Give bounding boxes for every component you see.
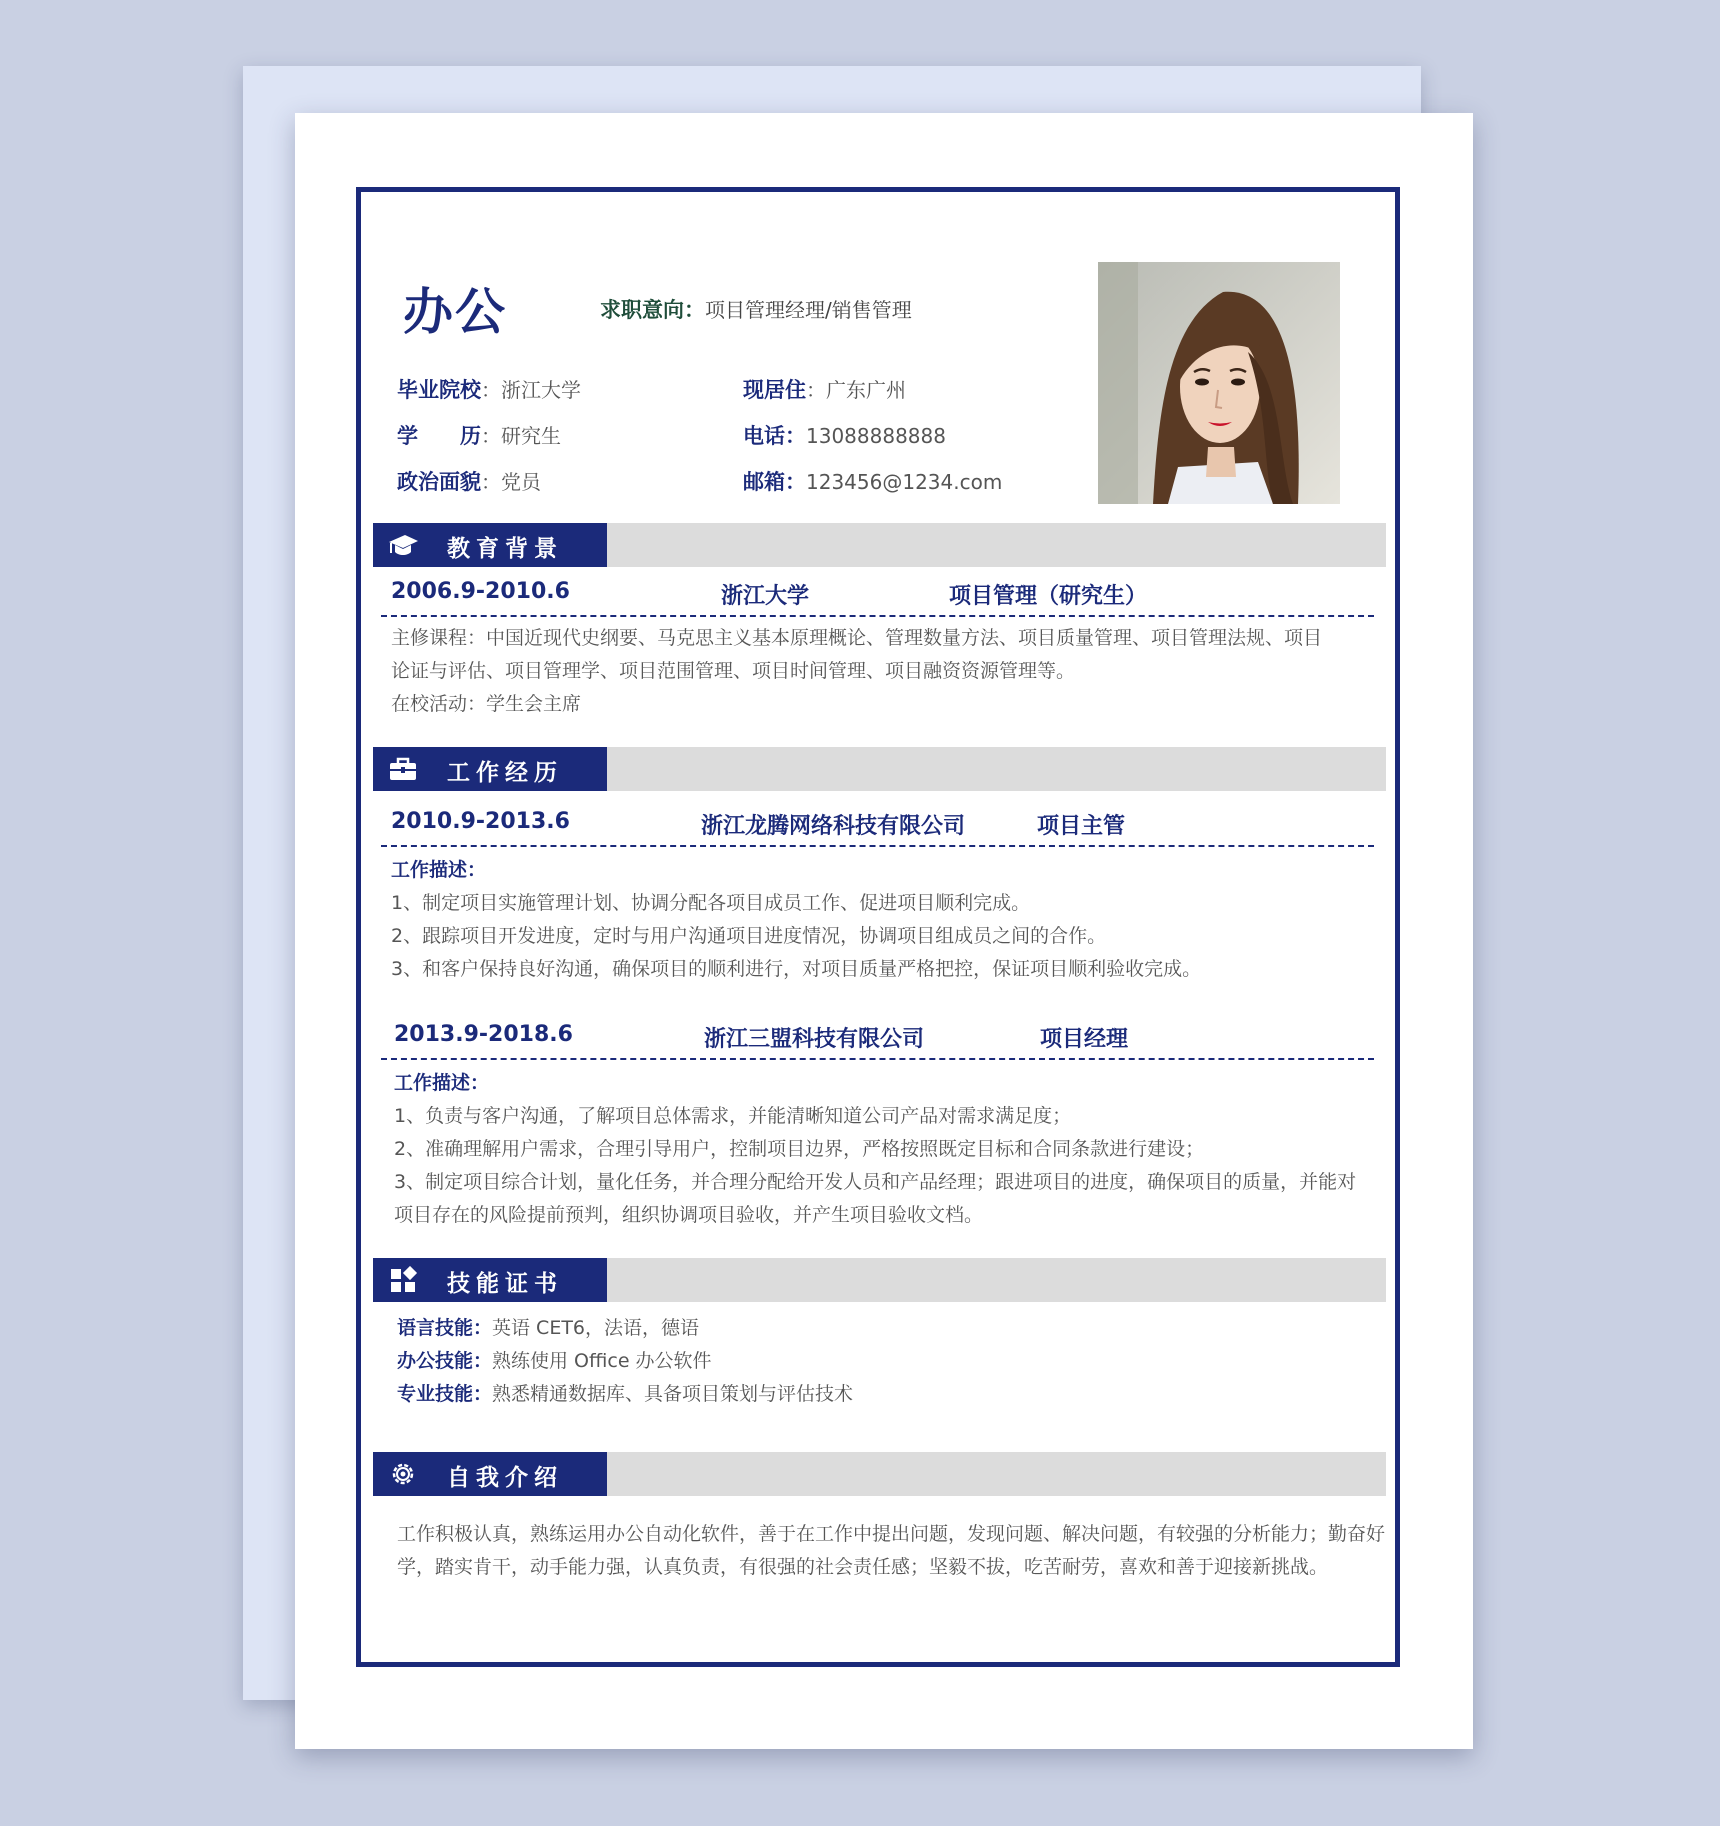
info-residence-label: 现居住 — [743, 378, 806, 402]
job-2-line-4: 项目存在的风险提前预判，组织协调项目验收，并产生项目验收文档。 — [394, 1204, 984, 1226]
skill-professional — [397, 1378, 853, 1411]
info-school-value: 浙江大学 — [501, 378, 581, 402]
colon: ： — [785, 470, 806, 494]
job-1-period: 2010.9-2013.6 — [391, 809, 570, 834]
skill-professional-label: 专业技能： — [397, 1383, 493, 1405]
info-phone-label: 电话 — [743, 424, 785, 448]
info-residence-value: 广东广州 — [826, 378, 906, 402]
info-phone-value: 13088888888 — [806, 424, 946, 448]
job-1-company: 浙江龙腾网络科技有限公司 — [701, 814, 966, 839]
colon: ： — [481, 378, 501, 402]
work-section-title: 工作经历 — [447, 760, 563, 786]
skills-list — [397, 1312, 853, 1411]
info-politics-value: 党员 — [501, 470, 541, 494]
graduation-cap-icon — [387, 531, 419, 559]
education-activities: 在校活动：学生会主席 — [391, 693, 582, 715]
info-residence — [743, 374, 906, 404]
job-intent-label: 求职意向： — [600, 298, 705, 322]
info-email-value: 123456@1234.com — [806, 470, 1003, 494]
skill-professional-value: 熟悉精通数据库、具备项目策划与评估技术 — [492, 1383, 854, 1405]
info-degree — [397, 420, 561, 450]
education-courses-line1: 主修课程：中国近现代史纲要、马克思主义基本原理概论、管理数量方法、项目质量管理、项目管理法规、项目 — [391, 627, 1323, 649]
skill-language-label: 语言技能： — [397, 1317, 493, 1339]
work-section-tab — [373, 747, 607, 791]
info-degree-value: 研究生 — [501, 424, 561, 448]
skill-language-value: 英语 CET6，法语，德语 — [492, 1317, 700, 1339]
candidate-name: 办公 — [403, 283, 507, 341]
work-section-bar — [373, 747, 1386, 791]
skills-section-title: 技能证书 — [447, 1271, 563, 1297]
education-school: 浙江大学 — [721, 584, 810, 609]
about-section-title: 自我介绍 — [447, 1465, 563, 1491]
info-email-label: 邮箱 — [743, 470, 785, 494]
info-school-label: 毕业院校 — [397, 378, 481, 402]
education-period: 2006.9-2010.6 — [391, 579, 570, 604]
job-1-desc-label: 工作描述： — [391, 859, 487, 881]
info-email — [743, 466, 1002, 496]
about-line-1: 工作积极认真，熟练运用办公自动化软件，善于在工作中提出问题，发现问题、解决问题，有较强的分析能力；勤奋好 — [397, 1523, 1386, 1545]
job-2-row-head — [381, 1018, 1374, 1060]
about-section-bar — [373, 1452, 1386, 1496]
resume-page — [295, 113, 1473, 1749]
about-section-tab — [373, 1452, 607, 1496]
job-1-line-3: 3、和客户保持良好沟通，确保项目的顺利进行，对项目质量严格把控，保证项目顺利验收完成。 — [391, 958, 1202, 980]
job-2-period: 2013.9-2018.6 — [394, 1022, 573, 1047]
job-1-row-head — [381, 805, 1374, 847]
education-section-bar — [373, 523, 1386, 567]
colon: ： — [806, 378, 826, 402]
job-2-line-2: 2、准确理解用户需求，合理引导用户，控制项目边界，严格按照既定目标和合同条款进行建设； — [394, 1138, 1205, 1160]
about-text — [397, 1518, 1385, 1584]
skills-section-tab — [373, 1258, 607, 1302]
job-intent — [600, 294, 912, 324]
grid-icon — [387, 1266, 419, 1294]
job-2-position: 项目经理 — [1040, 1027, 1129, 1052]
profile-photo — [1098, 262, 1340, 504]
info-politics-label: 政治面貌 — [397, 470, 481, 494]
education-section-title: 教育背景 — [447, 536, 563, 562]
info-politics — [397, 466, 541, 496]
job-1-position: 项目主管 — [1037, 814, 1126, 839]
gear-icon — [387, 1460, 419, 1488]
education-courses-line2: 论证与评估、项目管理学、项目范围管理、项目时间管理、项目融资资源管理等。 — [391, 660, 1076, 682]
info-school — [397, 374, 581, 404]
info-degree-label: 学 历 — [397, 424, 481, 448]
job-1-line-2: 2、跟踪项目开发进度，定时与用户沟通项目进度情况，协调项目组成员之间的合作。 — [391, 925, 1107, 947]
skill-office-label: 办公技能： — [397, 1350, 493, 1372]
skill-office-value: 熟练使用 Office 办公软件 — [492, 1350, 712, 1372]
education-courses — [391, 622, 1322, 721]
resume-frame — [356, 187, 1400, 1667]
skill-office — [397, 1345, 853, 1378]
job-intent-value: 项目管理经理/销售管理 — [705, 298, 912, 322]
education-row-head — [381, 575, 1374, 617]
portrait-illustration — [1098, 262, 1340, 504]
colon: ： — [785, 424, 806, 448]
education-section-tab — [373, 523, 607, 567]
job-1-description — [391, 854, 1201, 986]
about-line-2: 学，踏实肯干，动手能力强，认真负责，有很强的社会责任感；坚毅不拔，吃苦耐劳，喜欢和善于迎接新挑战。 — [397, 1556, 1329, 1578]
info-phone — [743, 420, 946, 450]
job-2-description — [394, 1067, 1356, 1232]
job-2-company: 浙江三盟科技有限公司 — [704, 1027, 925, 1052]
job-1-line-1: 1、制定项目实施管理计划、协调分配各项目成员工作、促进项目顺利完成。 — [391, 892, 1031, 914]
skill-language — [397, 1312, 853, 1345]
job-2-line-1: 1、负责与客户沟通，了解项目总体需求，并能清晰知道公司产品对需求满足度； — [394, 1105, 1072, 1127]
colon: ： — [481, 470, 501, 494]
skills-section-bar — [373, 1258, 1386, 1302]
job-2-desc-label: 工作描述： — [394, 1072, 490, 1094]
briefcase-icon — [387, 755, 419, 783]
education-major: 项目管理（研究生） — [949, 584, 1148, 609]
colon: ： — [481, 424, 501, 448]
job-2-line-3: 3、制定项目综合计划，量化任务，并合理分配给开发人员和产品经理；跟进项目的进度，确保项目的质量，并能对 — [394, 1171, 1357, 1193]
